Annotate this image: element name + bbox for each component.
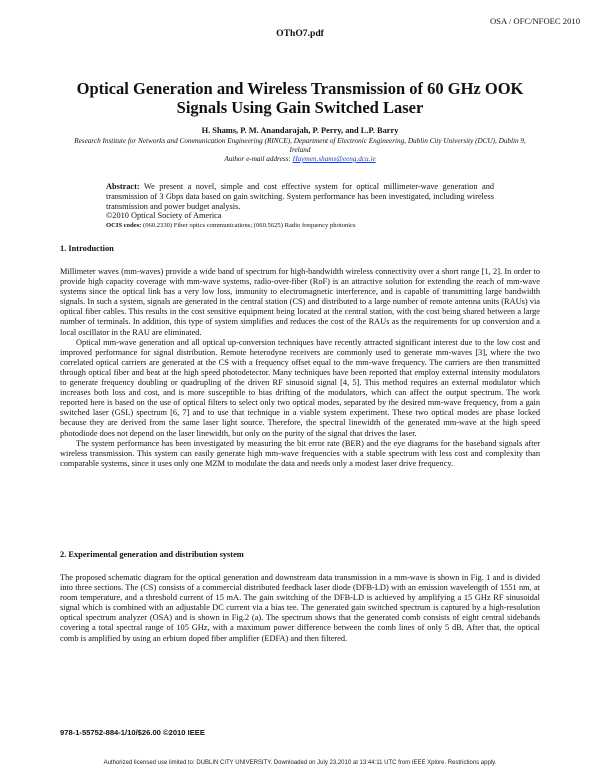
intro-paragraph: Millimeter waves (mm-waves) provide a wide band of spectrum for high-bandwidth wireless connectivity over a short range [1, 2]. In order to provide high capacity coverage with mm-wave systems, radio-over-fiber (RoF) is an attractive solution for extending the reach of mm-wave systems since the optical link has a very low loss, immunity to electromagnetic interference, and is capable of transmitting large bandwidth signals. In such a system, signals are generated in the central station (CS) and distributed to a large number of remote antenna units (RAUs) via optical fiber cables. This results in the cost sensitive equipment being located at the central station, with the cost being shared between a large number of terminals. In addition, this type of system simplifies and reduces the cost of the RAUs as the requirements for up conversion and a local oscillator in the RAU are eliminated. bbox=[60, 267, 540, 337]
abstract-block bbox=[106, 182, 494, 231]
affiliation bbox=[70, 137, 530, 164]
experimental-body bbox=[60, 573, 540, 644]
section-heading-introduction: 1. Introduction bbox=[60, 244, 114, 253]
isbn-footer: 978-1-55752-884-1/10/$26.00 ©2010 IEEE bbox=[60, 728, 205, 737]
paper-title: Optical Generation and Wireless Transmission of 60 GHz OOK Signals Using Gain Switched Laser bbox=[76, 79, 524, 117]
author-list: H. Shams, P. M. Anandarajah, P. Perry, and L.P. Barry bbox=[201, 126, 399, 135]
paper-id: OThO7.pdf bbox=[276, 28, 324, 39]
experimental-paragraph: The proposed schematic diagram for the optical generation and downstream data transmission in a mm-wave is shown in Fig. 1 and is divided into three sections. The (CS) consists of a commercial distributed feedback laser diode (DFB-LD) with an emission wavelength of 1551 nm, at room temperature, and a threshold current of 15 mA. The gain switching of the DFB-LD is achieved by amplifying a 15 GHz RF sinusoidal signal which is combined with an adjustable DC current via a bias tee. The generated gain switched spectrum is captured by a high-resolution optical spectrum analyzer (OSA) and is shown in Fig.2 (a). The spectrum shows that the generated comb consists of eight central sidebands covering a total spectral range of 105 GHz, with a maximum power difference between the comb lines of only 5 dB. After that, the optical comb is amplified by using an erbium doped fiber amplifier (EDFA) and then filtered. bbox=[60, 573, 540, 643]
affiliation-text: Research Institute for Networks and Communication Engineering (RINCE), Department of Electronic Engineering, Dublin City University (DCU), Dublin 9, Ireland bbox=[74, 137, 526, 154]
abstract-text: We present a novel, simple and cost effective system for optical millimeter-wave generation and transmission of 3 Gbps data based on gain switching. System performance has been investigated, including wireless transmission and power budget analysis. bbox=[106, 182, 494, 211]
abstract-body bbox=[106, 182, 494, 211]
section-heading-experimental: 2. Experimental generation and distribution system bbox=[60, 550, 244, 559]
abstract-label: Abstract: bbox=[106, 182, 140, 191]
email-label: Author e-mail address: bbox=[224, 155, 293, 163]
ocis-label: OCIS codes: bbox=[106, 222, 142, 230]
conference-label: OSA / OFC/NFOEC 2010 bbox=[489, 16, 580, 26]
ocis-text: (060.2330) Fiber optics communications; (060.5625) Radio frequency photonics bbox=[141, 222, 356, 230]
intro-paragraph: Optical mm-wave generation and all optical up-conversion techniques have recently attracted significant interest due to the low cost and improved performance for signal distribution. Remote heterodyne receivers are commonly used to generate mm-waves [3], where the two correlated optical carriers are generated at the CS with a frequency offset equal to the mm-wave frequency. The carriers are then transmitted through optical fiber and beat at the high speed photodetector. Many techniques have been reported that employ external intensity modulators to generate frequency doubling or quadrupling of the driven RF sinusoid signal [4, 5]. This method requires an external modulator which increases both loss and cost, and is more susceptible to bias drifting of the modulators, which can affect the output spectrum. The work reported here is based on the use of optical filters to select only two optical modes, separated by the desired mm-wave frequency, from a gain switched laser (GSL) spectrum [6, 7] and to use that technique in a viable system experiment. These two optical modes are phase locked because they are derived from the same laser light source. Therefore, the spectral linewidth of the generated mm-wave at the high speed photodiode does not depend on the laser linewidth, but only on the purity of the signal that drives the laser. bbox=[60, 337, 540, 438]
copyright-notice: ©2010 Optical Society of America bbox=[106, 211, 222, 221]
ocis-codes bbox=[106, 221, 494, 231]
author-email-line bbox=[70, 155, 530, 164]
license-footer: Authorized licensed use limited to: DUBLIN CITY UNIVERSITY. Downloaded on July 23,2010 at 13:44:11 UTC from IEEE Xplore. Restrictions apply. bbox=[103, 760, 497, 766]
author-email-link[interactable]: Haymen.shams@eeng.dcu.ie bbox=[292, 155, 376, 163]
introduction-body bbox=[60, 267, 540, 469]
intro-paragraph: The system performance has been investigated by measuring the bit error rate (BER) and the eye diagrams for the baseband signals after wireless transmission. This system can easily generate high mm-wave frequencies with a stable spectrum with less cost and complexity than comparable systems, since it uses only one MZM to modulate the data and needs only a modest laser drive frequency. bbox=[60, 438, 540, 468]
